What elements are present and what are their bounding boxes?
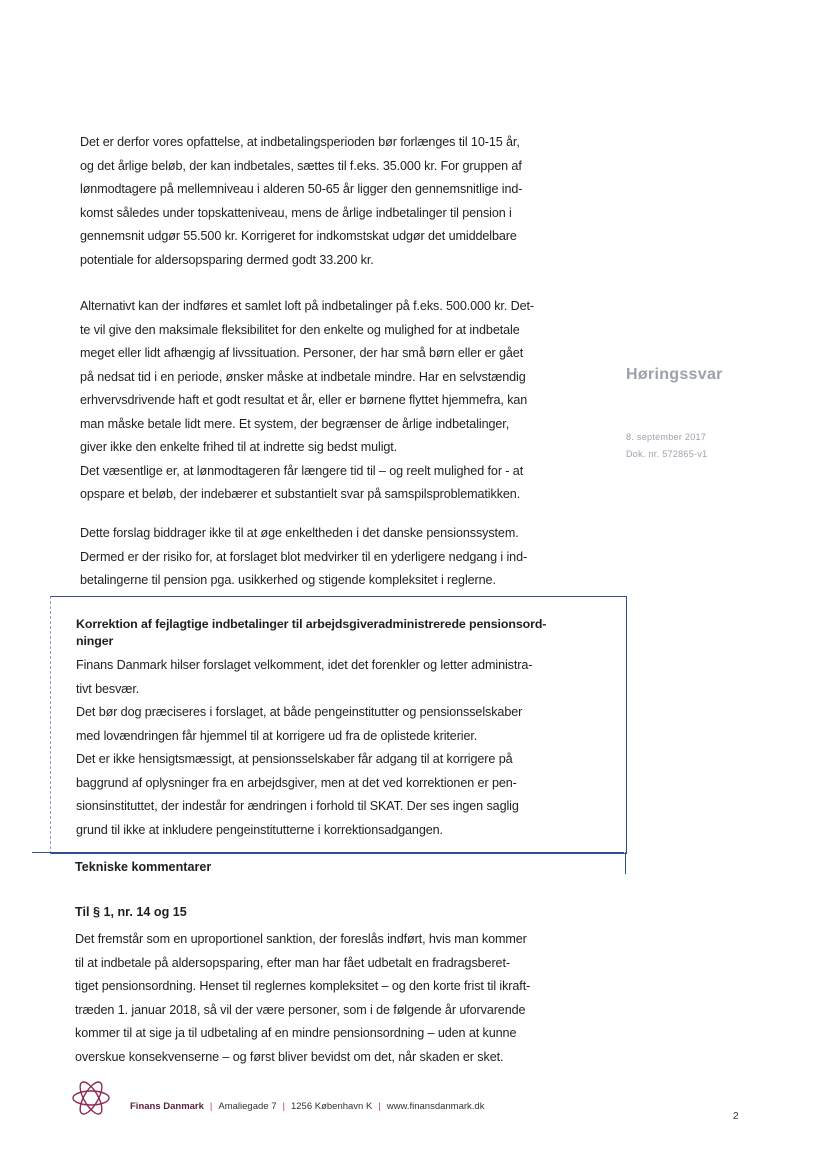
text-line: Det er ikke hensigtsmæssigt, at pensionsselskaber får adgang til at korrigere på	[76, 752, 513, 766]
text-line: betalingerne til pension pga. usikkerhed og stigende kompleksitet i reglerne.	[80, 573, 496, 587]
paragraph-sanktion	[75, 928, 575, 1069]
text-line: kommer til at sige ja til udbetaling af en mindre pensionsordning – uden at kunne	[75, 1026, 517, 1040]
text-line: sionsinstituttet, der indestår for ændringen i forhold til SKAT. Der ses ingen saglig	[76, 799, 519, 813]
heading-paragraf: Til § 1, nr. 14 og 15	[75, 905, 187, 919]
footer-separator: |	[282, 1101, 285, 1112]
text-line: komst således under topskatteniveau, mens de årlige indbetalinger til pension i	[80, 205, 512, 220]
sidebar-doc-number: Dok. nr. 572865-v1	[626, 449, 708, 459]
footer-separator: |	[209, 1101, 213, 1112]
footer-separator: |	[378, 1101, 381, 1112]
text-line: Det er derfor vores opfattelse, at indbetalingsperioden bør forlænges til 10-15 år,	[80, 135, 520, 149]
text-line: Alternativt kan der indføres et samlet loft på indbetalinger på f.eks. 500.000 kr. Det-	[80, 299, 535, 313]
text-line: og det årlige beløb, der kan indbetales, sættes til f.eks. 35.000 kr. For gruppen af	[80, 158, 522, 173]
text-line: lønmodtagere på mellemniveau i alderen 50-65 år ligger den gennemsnitlige ind-	[80, 182, 523, 196]
text-line: med lovændringen får hjemmel til at korrigere ud fra de oplistede kriterier.	[76, 728, 478, 743]
footer-city: 1256 København K	[290, 1101, 373, 1112]
text-line: Det fremstår som en uproportionel sanktion, der foreslås indført, hvis man kommer	[75, 932, 527, 946]
sidebar-title: Høringssvar	[626, 366, 723, 383]
text-line: tivt besvær.	[76, 681, 140, 696]
text-line: Dette forslag biddrager ikke til at øge enkeltheden i det danske pensionssystem.	[80, 526, 519, 540]
text-line: potentiale for aldersopsparing dermed godt 33.200 kr.	[80, 252, 374, 267]
text-line: opspare et beløb, der indebærer et substantielt svar på samspilsproblematikken.	[80, 487, 521, 501]
heading-tekniske-kommentarer: Tekniske kommentarer	[75, 860, 212, 874]
box-heading	[76, 616, 606, 650]
text-line: Finans Danmark hilser forslaget velkomment, idet det forenkler og letter administra-	[76, 658, 533, 672]
text-line: Det bør dog præciseres i forslaget, at både pengeinstitutter og pensionsselskaber	[76, 705, 523, 719]
footer	[130, 1101, 484, 1112]
box-right-tail	[625, 852, 626, 874]
finans-danmark-logo-icon	[66, 1074, 116, 1122]
text-line: overskue konsekvenserne – og først bliver bevidst om det, når skaden er sket.	[75, 1049, 504, 1064]
text-line: te vil give den maksimale fleksibilitet for den enkelte og mulighed for at indbetale	[80, 322, 520, 337]
text-line: man måske betale lidt mere. Et system, der begrænser de årlige indbetalinger,	[80, 416, 510, 431]
text-line: træden 1. januar 2018, så vil der være personer, som i de følgende år uforvarende	[75, 1002, 526, 1017]
text-line: til at indbetale på aldersopsparing, efter man har fået udbetalt en fradragsberet-	[75, 955, 510, 970]
box-body	[76, 654, 606, 842]
paragraph-samlet-loft	[80, 295, 580, 507]
text-line: tiget pensionsordning. Henset til reglernes kompleksitet – og den korte frist til ikraft-	[75, 979, 531, 993]
boxed-section	[76, 616, 606, 842]
box-bottom-rule	[32, 852, 624, 853]
footer-address: Amaliegade 7	[218, 1101, 277, 1112]
text-line: meget eller lidt afhængig af livssituation. Personer, der har små børn eller er gået	[80, 346, 524, 360]
footer-brand: Finans Danmark	[130, 1101, 204, 1112]
text-line: Det væsentlige er, at lønmodtageren får længere tid til – og reelt mulighed for - at	[80, 463, 524, 478]
text-line: baggrund af oplysninger fra en arbejdsgiver, men at det ved korrektionen er pen-	[76, 775, 517, 790]
text-line: Dermed er der risiko for, at forslaget blot medvirker til en yderligere nedgang i ind-	[80, 549, 528, 564]
text-line: giver ikke den enkelte frihed til at indrette sig bedst muligt.	[80, 440, 398, 454]
footer-website-link[interactable]: www.finansdanmark.dk	[386, 1101, 485, 1112]
page-number: 2	[733, 1111, 739, 1122]
sidebar-date: 8. september 2017	[626, 432, 707, 442]
paragraph-indbetalingsperiode	[80, 131, 580, 272]
text-line: grund til ikke at inkludere pengeinstitutterne i korrektionsadgangen.	[76, 822, 443, 837]
text-line: ninger	[76, 634, 114, 648]
paragraph-enkelthed	[80, 522, 580, 593]
text-line: erhvervsdrivende haft et godt resultat et år, eller er børnene flyttet hjemmefra, kan	[80, 393, 528, 407]
text-line: på nedsat tid i en periode, ønsker måske at indbetale mindre. Har en selvstændig	[80, 369, 526, 384]
text-line: gennemsnit udgør 55.500 kr. Korrigeret for indkomstskat udgør det umiddelbare	[80, 229, 517, 243]
text-line: Korrektion af fejlagtige indbetalinger til arbejdsgiveradministrerede pensionsord-	[76, 617, 547, 631]
